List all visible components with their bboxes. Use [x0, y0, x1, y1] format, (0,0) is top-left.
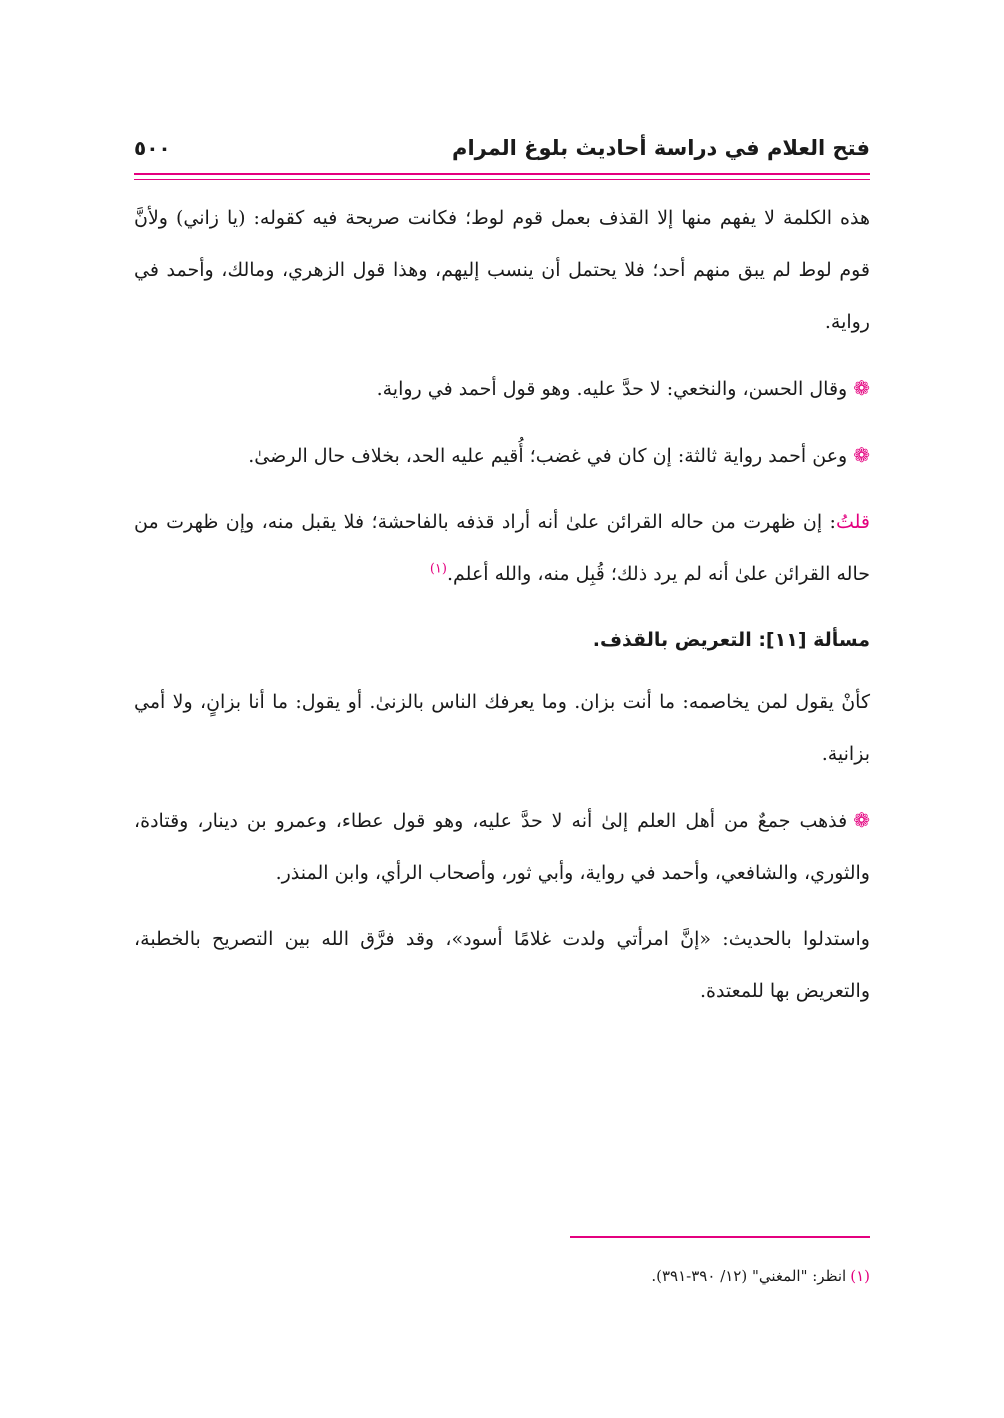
paragraph: واستدلوا بالحديث: «إنَّ امرأتي ولدت غلامًا أسود»، وقد فرَّق الله بين التصريح بالخطبة، والتعريض بها للمعتدة. [134, 928, 870, 1002]
book-page [134, 0, 870, 1418]
footnote-text: انظر: "المغني" (١٢/ ٣٩٠-٣٩١). [651, 1267, 847, 1285]
paragraph [134, 496, 870, 600]
paragraph-text: فذهب جمعٌ من أهل العلم إلىٰ أنه لا حدَّ عليه، وهو قول عطاء، وعمرو بن دينار، وقتادة، والثوري، والشافعي، وأحمد في رواية، وأبي ثور، وأصحاب الرأي، وابن المنذر. [134, 810, 870, 884]
page-number: ٥٠٠ [134, 136, 171, 160]
footnote [134, 1262, 870, 1290]
paragraph [134, 794, 870, 899]
paragraph-text: : إن ظهرت من حاله القرائن علىٰ أنه أراد قذفه بالفاحشة؛ فلا يقبل منه، وإن ظهرت من حاله القرائن علىٰ أنه لم يرد ذلك؛ قُبِل منه، والله أعلم. [134, 511, 870, 585]
paragraph-text: وعن أحمد رواية ثالثة: إن كان في غضب؛ أُقيم عليه الحد، بخلاف حال الرضىٰ. [248, 445, 848, 467]
book-title: فتح العلام في دراسة أحاديث بلوغ المرام [452, 136, 870, 160]
section-heading: مسألة [١١]: التعريض بالقذف. [592, 629, 870, 651]
main-text [134, 192, 870, 1031]
qultu-label: قلتُ [835, 511, 870, 533]
footnote-separator [570, 1236, 870, 1238]
flower-bullet-icon: ❁ [853, 443, 870, 467]
footnote-number: (١) [850, 1267, 870, 1285]
header-rule-thin [134, 179, 870, 180]
paragraph: كأنْ يقول لمن يخاصمه: ما أنت بزان. وما يعرفك الناس بالزنىٰ. أو يقول: ما أنا بزانٍ، ولا أمي بزانية. [134, 691, 870, 765]
paragraph: هذه الكلمة لا يفهم منها إلا القذف بعمل قوم لوط؛ فكانت صريحة فيه كقوله: (يا زاني) ولأنَّ قوم لوط لم يبق منهم أحد؛ فلا يحتمل أن ينسب إليهم، وهذا قول الزهري، ومالك، وأحمد في رواية. [134, 207, 870, 333]
header-rule-thick [134, 173, 870, 175]
footnote-reference[interactable]: (١) [429, 561, 447, 577]
running-header [134, 128, 870, 168]
flower-bullet-icon: ❁ [853, 808, 870, 832]
paragraph-text: وقال الحسن، والنخعي: لا حدَّ عليه. وهو قول أحمد في رواية. [376, 378, 848, 400]
flower-bullet-icon: ❁ [853, 376, 870, 400]
paragraph [134, 429, 870, 482]
paragraph [134, 362, 870, 415]
